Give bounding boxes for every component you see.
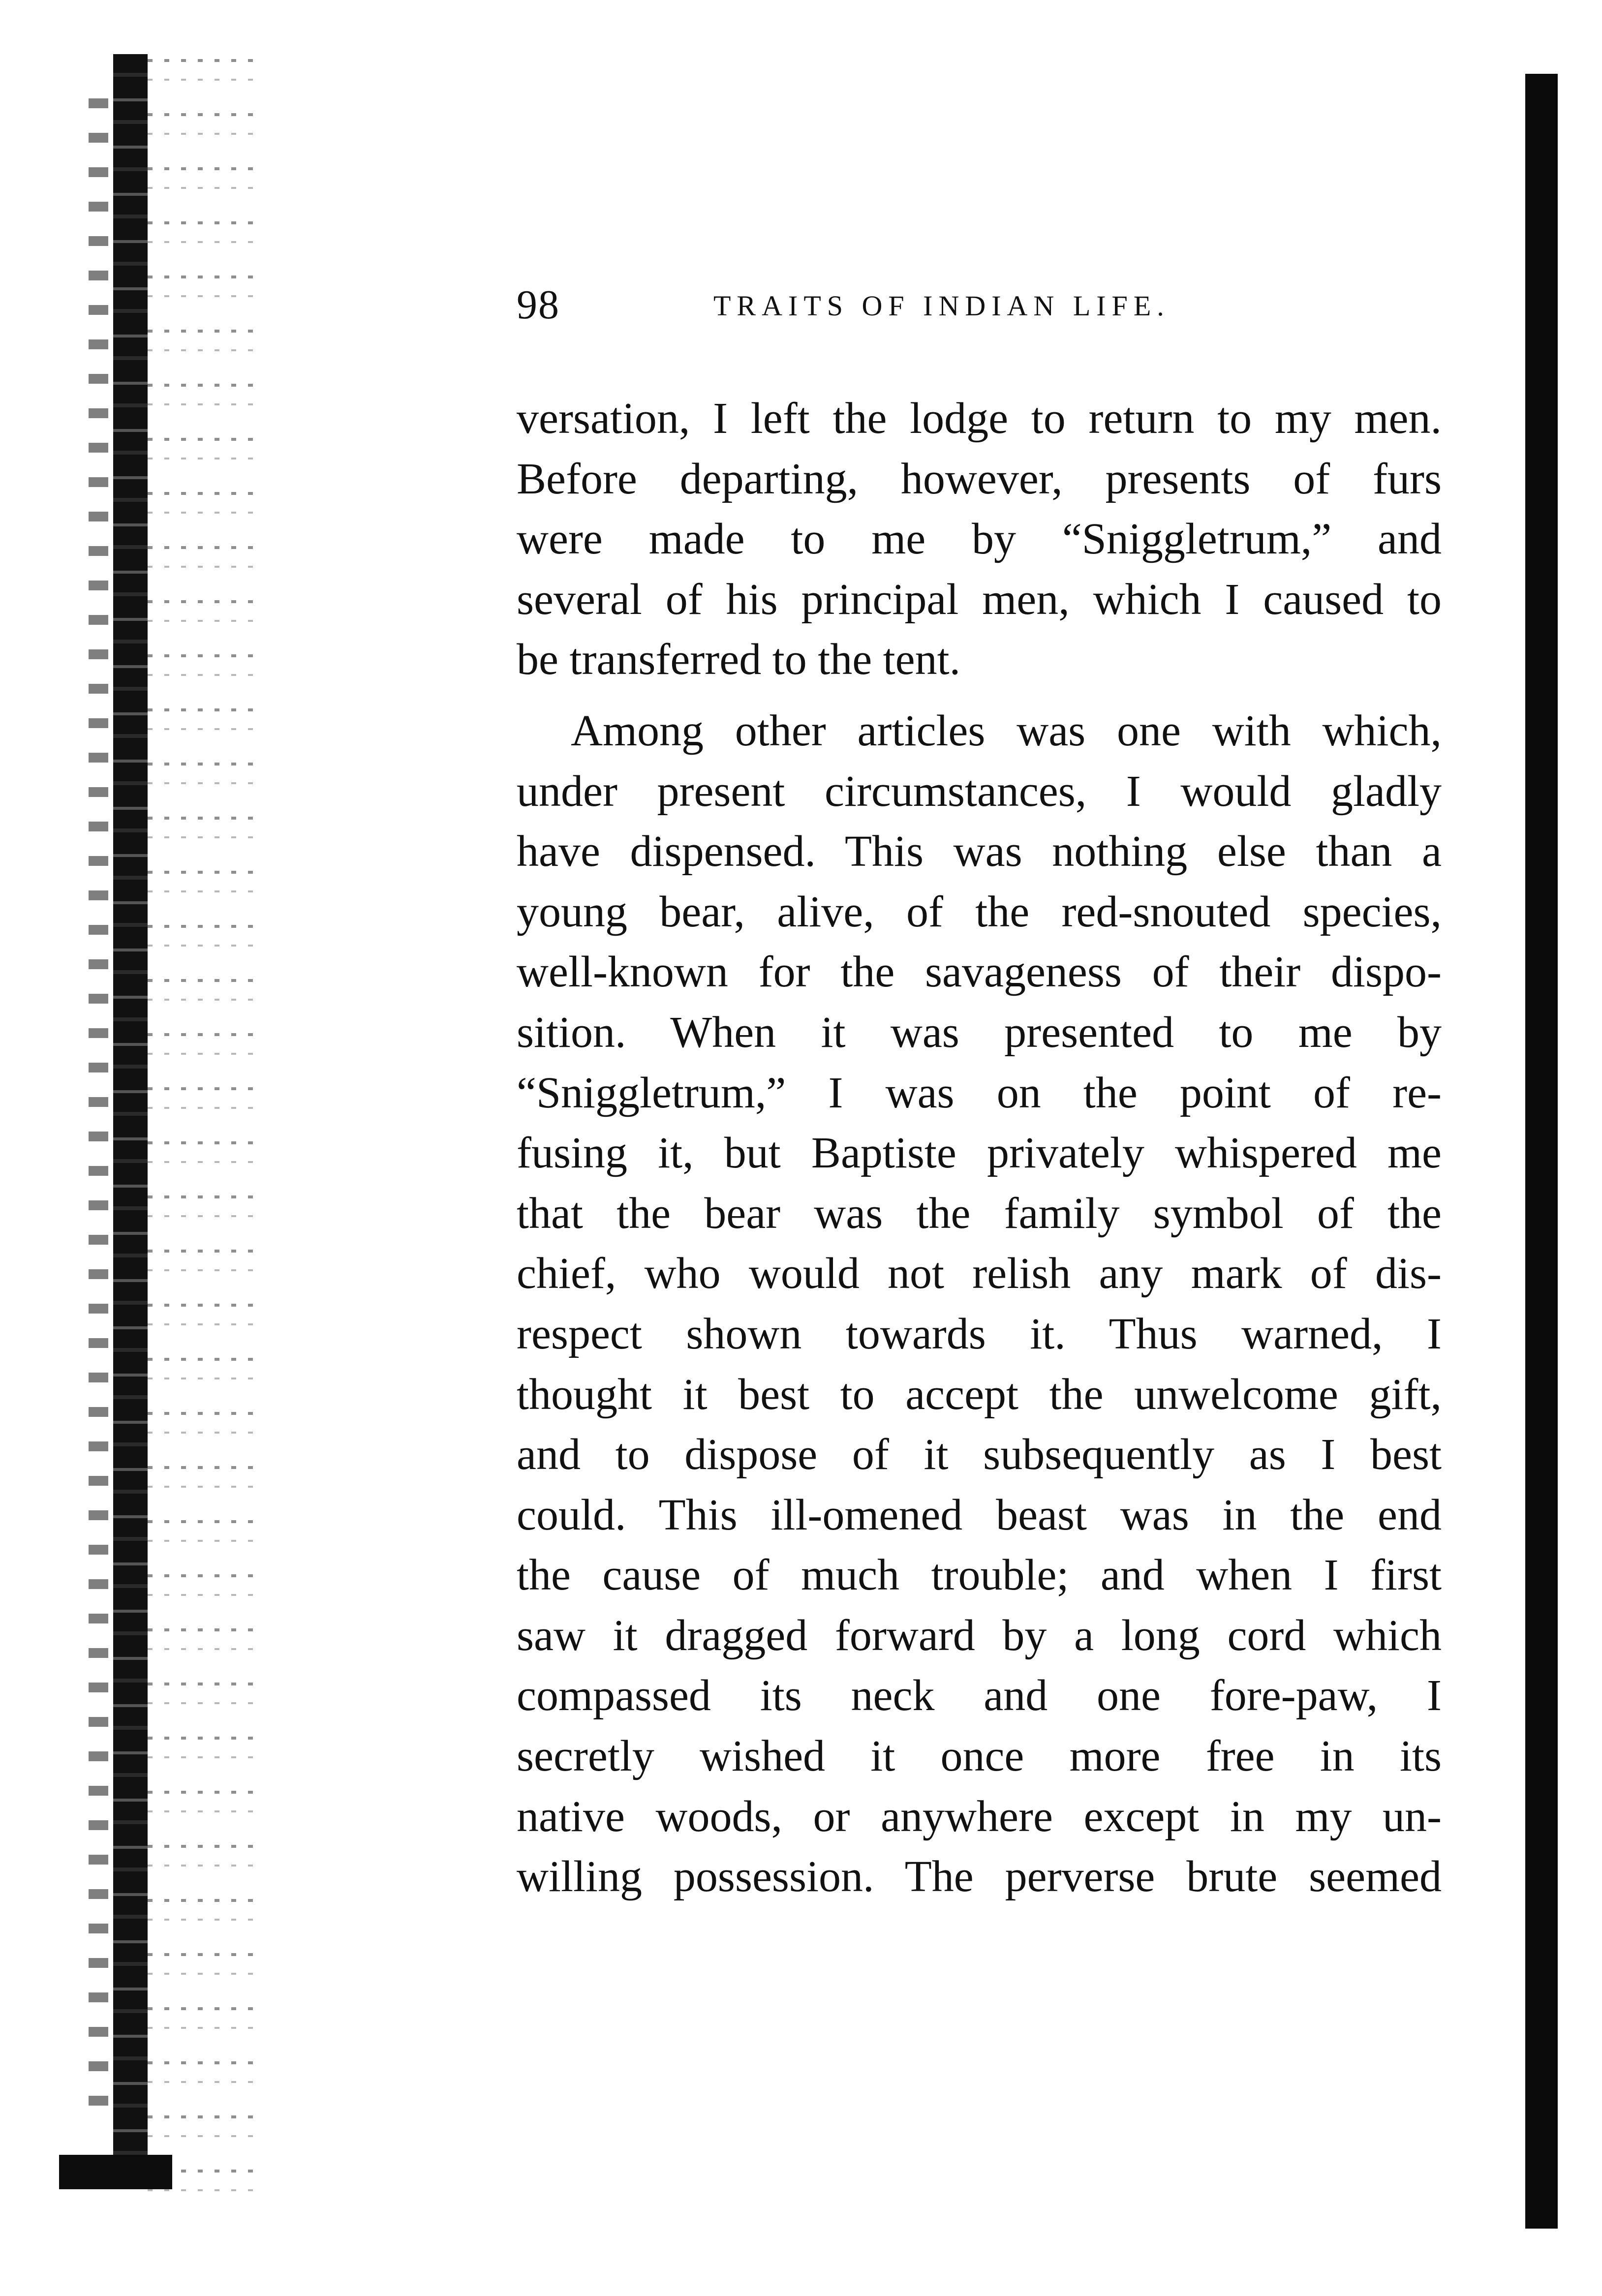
page-edge-bar (1525, 74, 1558, 2229)
text-line: have dispensed. This was nothing else than a (517, 827, 1442, 876)
paragraph (517, 389, 1442, 690)
text-line: sition. When it was presented to me by (517, 1008, 1442, 1057)
text-line: secretly wished it once more free in its (517, 1732, 1442, 1781)
page-number: 98 (517, 282, 560, 328)
text-line: respect shown towards it. Thus warned, I (517, 1309, 1442, 1358)
scan-speckle (148, 59, 256, 2194)
paragraph-gap (517, 690, 1442, 701)
text-line: under present circumstances, I would gladly (517, 766, 1442, 816)
body-text (517, 389, 1442, 1907)
text-line: several of his principal men, which I caused to (517, 575, 1442, 624)
binding-shadow-fade (89, 98, 108, 2115)
paragraph (517, 701, 1442, 1907)
text-line: the cause of much trouble; and when I first (517, 1551, 1442, 1600)
text-line: Among other articles was one with which, (571, 706, 1442, 755)
text-line: Before departing, however, presents of furs (517, 454, 1442, 503)
binding-shadow-bar (113, 54, 148, 2179)
text-line: saw it dragged forward by a long cord which (517, 1611, 1442, 1660)
text-line: well-known for the savageness of their dispo- (517, 948, 1442, 997)
text-line: thought it best to accept the unwelcome gift, (517, 1370, 1442, 1419)
text-line: compassed its neck and one fore-paw, I (517, 1671, 1442, 1720)
text-line: were made to me by “Sniggletrum,” and (517, 515, 1442, 564)
text-line: could. This ill-omened beast was in the end (517, 1490, 1442, 1539)
text-line: fusing it, but Baptiste privately whispered me (517, 1129, 1442, 1178)
text-line: young bear, alive, of the red-snouted species, (517, 887, 1442, 936)
text-line: willing possession. The perverse brute seemed (517, 1852, 1442, 1901)
binding-shadow-base (59, 2155, 172, 2189)
text-line: be transferred to the tent. (517, 635, 961, 684)
text-line: versation, I left the lodge to return to my men. (517, 394, 1442, 443)
text-line: and to dispose of it subsequently as I best (517, 1430, 1442, 1479)
text-line: “Sniggletrum,” I was on the point of re- (517, 1068, 1442, 1117)
text-line: native woods, or anywhere except in my un- (517, 1792, 1442, 1841)
running-title: TRAITS OF INDIAN LIFE. (713, 290, 1170, 322)
text-line: chief, who would not relish any mark of dis- (517, 1249, 1442, 1298)
binding-gutter-shadow (0, 0, 256, 2296)
text-line: that the bear was the family symbol of the (517, 1189, 1442, 1238)
running-header (517, 276, 1437, 335)
